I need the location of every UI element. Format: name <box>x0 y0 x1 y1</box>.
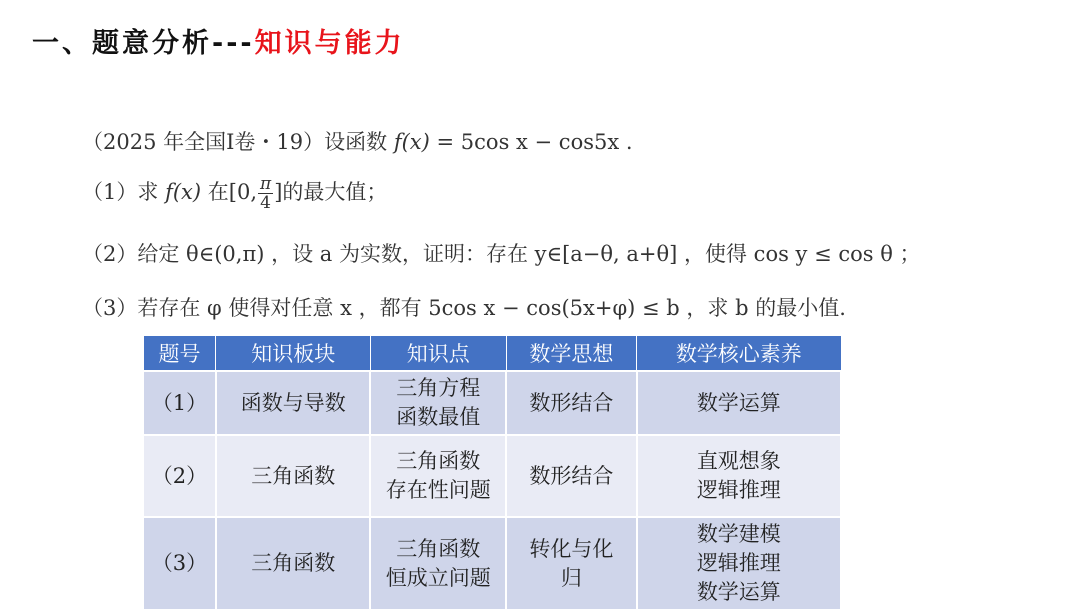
idea-line: 归 <box>560 565 582 590</box>
fraction-numerator: π <box>260 174 272 194</box>
row-idea <box>506 517 637 610</box>
header-number: 题号 <box>143 336 216 372</box>
point-line: 三角函数 <box>396 449 481 473</box>
row-number: （3） <box>143 517 216 610</box>
literacy-line: 直观想象 <box>696 449 781 473</box>
point-line: 三角函数 <box>396 536 481 561</box>
header-literacy: 数学核心素养 <box>637 336 841 372</box>
row-module: 三角函数 <box>216 517 371 610</box>
row-idea <box>506 435 637 517</box>
table-row <box>143 371 841 435</box>
question-2: （2）给定 θ∈(0,π) ，设 a 为实数，证明：存在 y∈[a−θ, a+θ] ，使得 cos y ≤ cos θ ； <box>82 242 921 266</box>
point-line: 函数最值 <box>396 405 481 429</box>
row-points <box>370 371 506 435</box>
header-points: 知识点 <box>370 336 506 372</box>
analysis-table <box>142 335 842 611</box>
point-line: 恒成立问题 <box>385 565 491 590</box>
point-line: 三角方程 <box>396 376 481 400</box>
pi-over-4-fraction <box>258 175 273 212</box>
row-literacy <box>637 517 841 610</box>
table-row <box>143 517 841 610</box>
point-line: 存在性问题 <box>385 478 491 502</box>
literacy-line: 逻辑推理 <box>696 551 781 575</box>
fraction-denominator: 4 <box>260 193 271 213</box>
row-number: （1） <box>143 371 216 435</box>
idea-line: 数形结合 <box>529 390 614 415</box>
intro-function: f(x) <box>393 130 430 154</box>
q1-suffix: ]的最大值； <box>274 180 388 204</box>
idea-line: 数形结合 <box>529 463 614 488</box>
literacy-line: 数学运算 <box>696 580 781 604</box>
q1-function: f(x) <box>165 180 202 204</box>
literacy-line: 逻辑推理 <box>696 478 781 502</box>
row-points <box>370 517 506 610</box>
row-number: （2） <box>143 435 216 517</box>
intro-expression: = 5cos x − cos5x . <box>436 130 633 154</box>
table-header-row <box>143 336 841 372</box>
header-module: 知识板块 <box>216 336 371 372</box>
problem-intro <box>82 126 633 156</box>
row-idea <box>506 371 637 435</box>
intro-prefix: （2025 年全国Ⅰ卷・19）设函数 <box>82 130 388 154</box>
table-row <box>143 435 841 517</box>
question-1 <box>82 175 387 212</box>
idea-line: 转化与化 <box>529 536 614 561</box>
question-3: （3）若存在 φ 使得对任意 x ，都有 5cos x − cos(5x+φ) ≤ b ，求 b 的最小值. <box>82 296 846 320</box>
literacy-line: 数学建模 <box>696 522 781 546</box>
slide-title <box>32 22 405 66</box>
literacy-line: 数学运算 <box>696 390 781 415</box>
q1-interval-start: 在[0, <box>207 180 257 204</box>
row-points <box>370 435 506 517</box>
row-module: 函数与导数 <box>216 371 371 435</box>
row-module: 三角函数 <box>216 435 371 517</box>
row-literacy <box>637 435 841 517</box>
title-highlight: 知识与能力 <box>254 28 405 59</box>
q1-prefix: （1）求 <box>82 180 159 204</box>
header-idea: 数学思想 <box>506 336 637 372</box>
row-literacy <box>637 371 841 435</box>
title-prefix: 一、题意分析--- <box>32 28 255 59</box>
